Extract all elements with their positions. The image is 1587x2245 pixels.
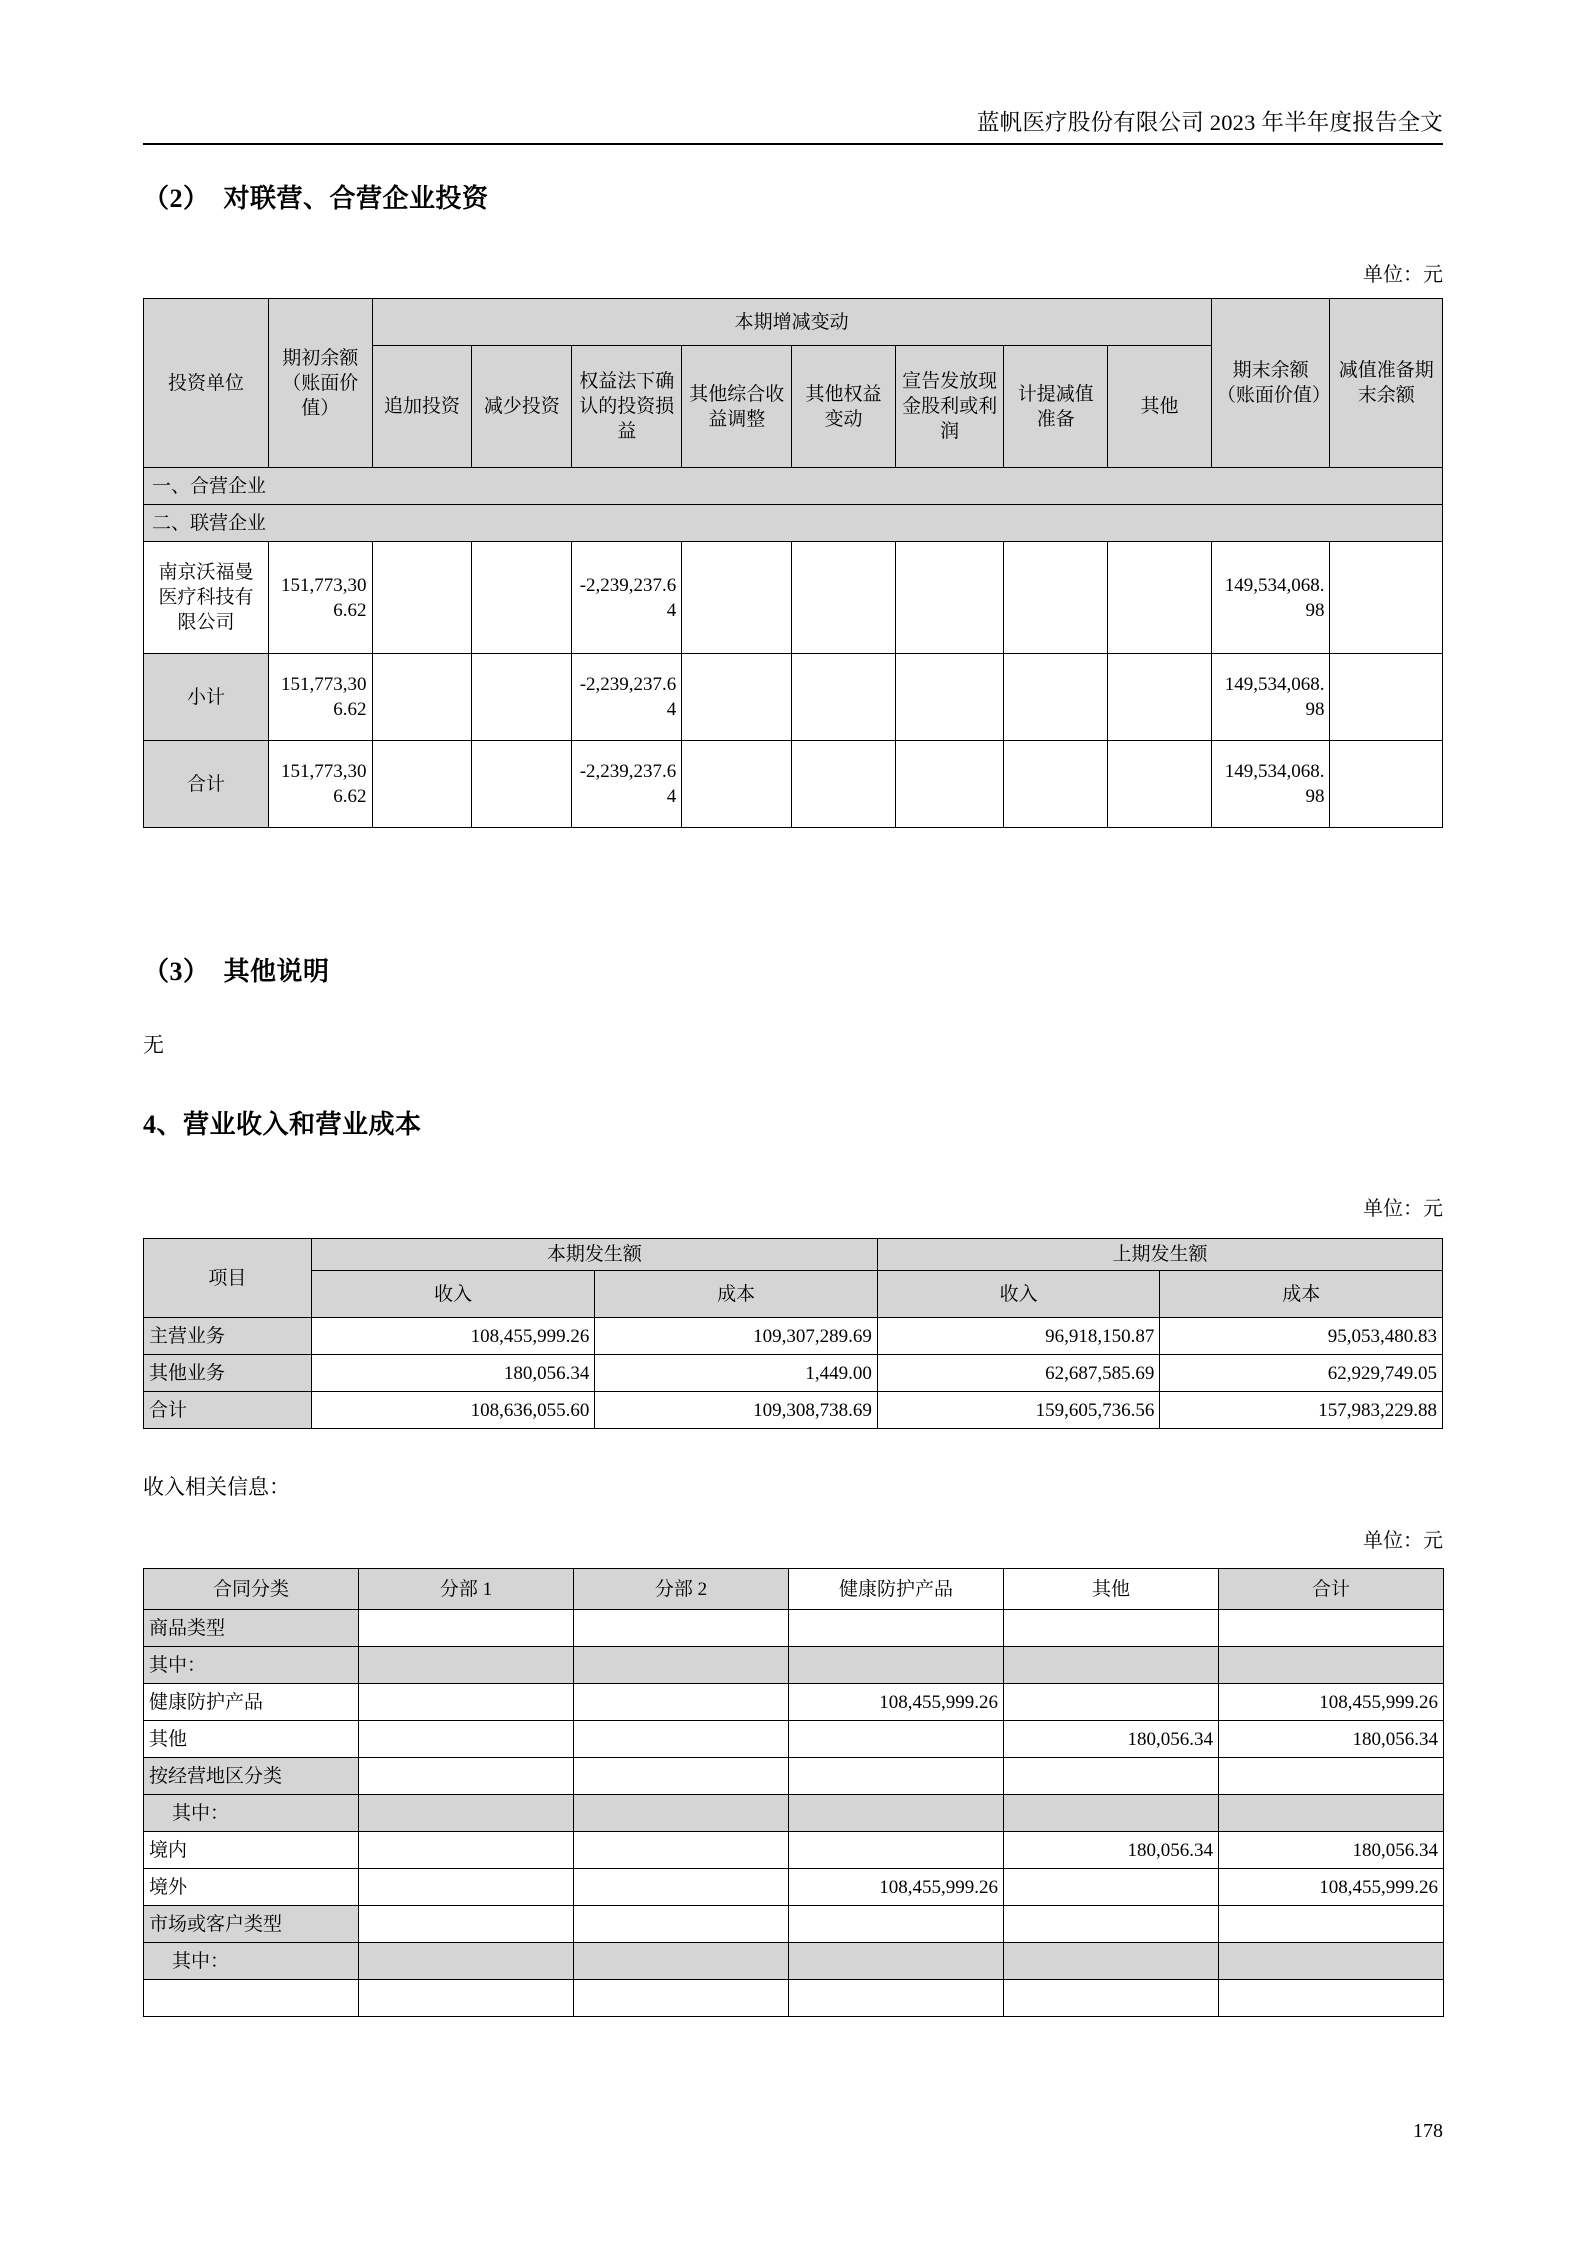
- th-contract-category: 合同分类: [144, 1569, 359, 1610]
- cell-investee-name: 南京沃福曼医疗科技有限公司: [144, 542, 269, 654]
- cell-health-protection: [789, 1980, 1004, 2017]
- cell-current-revenue: 108,636,055.60: [311, 1392, 595, 1429]
- cell-total: 108,455,999.26: [1219, 1869, 1444, 1906]
- section-title-4: 4、营业收入和营业成本: [143, 1110, 422, 1139]
- th-other-comprehensive-income: 其他综合收益调整: [682, 346, 792, 468]
- table1-header: [144, 299, 1443, 468]
- cell-other: [1004, 1647, 1219, 1684]
- cell-prior-cost: 95,053,480.83: [1160, 1318, 1443, 1355]
- cell-health-protection: [789, 1758, 1004, 1795]
- cell-segment-2: [574, 1758, 789, 1795]
- cell-category-joint: 一、合营企业: [144, 468, 1443, 505]
- cell-row-label: 健康防护产品: [144, 1684, 359, 1721]
- table-row: [144, 1318, 1443, 1355]
- th-equity-method-gain: 权益法下确认的投资损益: [572, 346, 682, 468]
- cell-other: [1004, 1610, 1219, 1647]
- cell-other: [1108, 741, 1212, 828]
- section-3-body: 无: [143, 1033, 164, 1057]
- table3-header: [144, 1569, 1444, 1610]
- cell-segment-1: [359, 1758, 574, 1795]
- cell-segment-1: [359, 1943, 574, 1980]
- cell-item-label: 合计: [144, 1392, 312, 1429]
- cell-segment-1: [359, 1610, 574, 1647]
- th-investee: 投资单位: [144, 299, 269, 468]
- cell-add-investment: [372, 654, 472, 741]
- th-other: 其他: [1108, 346, 1212, 468]
- cell-subtotal-label: 小计: [144, 654, 269, 741]
- cell-row-label: 按经营地区分类: [144, 1758, 359, 1795]
- cell-other-equity-change: [792, 654, 896, 741]
- cell-other: [1004, 1906, 1219, 1943]
- cell-row-label: 市场或客户类型: [144, 1906, 359, 1943]
- cell-prior-revenue: 159,605,736.56: [877, 1392, 1160, 1429]
- th-closing-balance: 期末余额（账面价值）: [1211, 299, 1330, 468]
- table3-header-row: [144, 1569, 1444, 1610]
- table-associate-investment: [143, 298, 1443, 828]
- cell-closing-balance: 149,534,068.98: [1211, 542, 1330, 654]
- cell-total: [1219, 1758, 1444, 1795]
- cell-segment-1: [359, 1832, 574, 1869]
- cell-other-comprehensive-income: [682, 741, 792, 828]
- cell-health-protection: 108,455,999.26: [789, 1869, 1004, 1906]
- table-row: [144, 1795, 1444, 1832]
- th-current-cost: 成本: [595, 1271, 878, 1318]
- cell-total: [1219, 1795, 1444, 1832]
- cell-impairment-provision: [1004, 654, 1108, 741]
- cell-segment-1: [359, 1906, 574, 1943]
- cell-total: [1219, 1610, 1444, 1647]
- cell-closing-balance: 149,534,068.98: [1211, 654, 1330, 741]
- th-other-equity-change: 其他权益变动: [792, 346, 896, 468]
- cell-segment-1: [359, 1721, 574, 1758]
- table-row: [144, 1943, 1444, 1980]
- table-row: [144, 1647, 1444, 1684]
- th-reduce-investment: 减少投资: [472, 346, 572, 468]
- cell-health-protection: [789, 1943, 1004, 1980]
- cell-segment-2: [574, 1610, 789, 1647]
- table1-body: [144, 468, 1443, 828]
- cell-opening-balance: 151,773,306.62: [268, 654, 372, 741]
- cell-total: [1219, 1943, 1444, 1980]
- section-title-3: （3） 其他说明: [143, 957, 330, 986]
- cell-segment-2: [574, 1647, 789, 1684]
- cell-segment-1: [359, 1869, 574, 1906]
- cell-declared-dividends: [895, 741, 1004, 828]
- cell-other: [1004, 1758, 1219, 1795]
- cell-equity-method-gain: -2,239,237.64: [572, 542, 682, 654]
- th-health-protection: 健康防护产品: [789, 1569, 1004, 1610]
- cell-segment-2: [574, 1906, 789, 1943]
- cell-row-label: 境内: [144, 1832, 359, 1869]
- cell-current-cost: 109,307,289.69: [595, 1318, 878, 1355]
- table2-body: [144, 1318, 1443, 1429]
- th-current-period: 本期发生额: [311, 1239, 877, 1271]
- section-title-2: （2） 对联营、合营企业投资: [143, 184, 489, 213]
- cell-current-cost: 1,449.00: [595, 1355, 878, 1392]
- page-number: 178: [1413, 2120, 1443, 2142]
- cell-current-revenue: 108,455,999.26: [311, 1318, 595, 1355]
- cell-prior-cost: 157,983,229.88: [1160, 1392, 1443, 1429]
- cell-other-comprehensive-income: [682, 654, 792, 741]
- cell-other-comprehensive-income: [682, 542, 792, 654]
- th-impairment-provision: 计提减值准备: [1004, 346, 1108, 468]
- th-declared-dividends: 宣告发放现金股利或利润: [895, 346, 1004, 468]
- cell-add-investment: [372, 741, 472, 828]
- th-segment-1: 分部 1: [359, 1569, 574, 1610]
- th-impairment-closing: 减值准备期末余额: [1330, 299, 1443, 468]
- cell-health-protection: [789, 1832, 1004, 1869]
- cell-impairment-provision: [1004, 542, 1108, 654]
- th-prior-period: 上期发生额: [877, 1239, 1442, 1271]
- cell-total: [1219, 1980, 1444, 2017]
- th-current-revenue: 收入: [311, 1271, 595, 1318]
- th-total: 合计: [1219, 1569, 1444, 1610]
- header-divider-rule: [143, 143, 1443, 145]
- cell-segment-2: [574, 1980, 789, 2017]
- unit-note-2: 单位：元: [1363, 1198, 1443, 1220]
- table-row: [144, 1869, 1444, 1906]
- running-header: 蓝帆医疗股份有限公司 2023 年半年度报告全文: [976, 110, 1443, 135]
- cell-segment-2: [574, 1721, 789, 1758]
- th-opening-balance: 期初余额（账面价值）: [268, 299, 372, 468]
- cell-health-protection: 108,455,999.26: [789, 1684, 1004, 1721]
- cell-row-label: 境外: [144, 1869, 359, 1906]
- cell-prior-cost: 62,929,749.05: [1160, 1355, 1443, 1392]
- cell-segment-2: [574, 1684, 789, 1721]
- table-row: [144, 741, 1443, 828]
- cell-impairment-closing: [1330, 741, 1443, 828]
- th-item: 项目: [144, 1239, 312, 1318]
- table2-header-row-2: [144, 1271, 1443, 1318]
- cell-prior-revenue: 62,687,585.69: [877, 1355, 1160, 1392]
- unit-note-3: 单位：元: [1363, 1530, 1443, 1552]
- cell-item-label: 主营业务: [144, 1318, 312, 1355]
- cell-health-protection: [789, 1610, 1004, 1647]
- th-segment-2: 分部 2: [574, 1569, 789, 1610]
- table-row: [144, 1610, 1444, 1647]
- cell-reduce-investment: [472, 542, 572, 654]
- cell-closing-balance: 149,534,068.98: [1211, 741, 1330, 828]
- th-prior-cost: 成本: [1160, 1271, 1443, 1318]
- cell-reduce-investment: [472, 654, 572, 741]
- cell-row-label: 商品类型: [144, 1610, 359, 1647]
- cell-reduce-investment: [472, 741, 572, 828]
- table-row: [144, 1832, 1444, 1869]
- th-add-investment: 追加投资: [372, 346, 472, 468]
- cell-current-cost: 109,308,738.69: [595, 1392, 878, 1429]
- cell-row-label: 其中：: [144, 1943, 359, 1980]
- cell-equity-method-gain: -2,239,237.64: [572, 741, 682, 828]
- cell-segment-1: [359, 1795, 574, 1832]
- table-row: [144, 1392, 1443, 1429]
- cell-row-label: 其他: [144, 1721, 359, 1758]
- table-contract-category: [143, 1568, 1444, 2017]
- cell-opening-balance: 151,773,306.62: [268, 741, 372, 828]
- cell-impairment-closing: [1330, 542, 1443, 654]
- th-other: 其他: [1004, 1569, 1219, 1610]
- cell-other: 180,056.34: [1004, 1832, 1219, 1869]
- cell-row-label: 其中：: [144, 1795, 359, 1832]
- cell-health-protection: [789, 1647, 1004, 1684]
- cell-other: [1108, 542, 1212, 654]
- cell-segment-2: [574, 1795, 789, 1832]
- cell-other: [1004, 1684, 1219, 1721]
- cell-total: [1219, 1647, 1444, 1684]
- cell-total-label: 合计: [144, 741, 269, 828]
- cell-segment-1: [359, 1684, 574, 1721]
- cell-total: 180,056.34: [1219, 1832, 1444, 1869]
- cell-equity-method-gain: -2,239,237.64: [572, 654, 682, 741]
- cell-other: [1004, 1980, 1219, 2017]
- cell-current-revenue: 180,056.34: [311, 1355, 595, 1392]
- cell-impairment-closing: [1330, 654, 1443, 741]
- cell-health-protection: [789, 1795, 1004, 1832]
- table-row: [144, 1758, 1444, 1795]
- cell-segment-2: [574, 1943, 789, 1980]
- cell-item-label: 其他业务: [144, 1355, 312, 1392]
- unit-note-1: 单位：元: [1363, 264, 1443, 286]
- cell-total: [1219, 1906, 1444, 1943]
- table1-header-row-1: [144, 299, 1443, 346]
- table-row: [144, 1980, 1444, 2017]
- cell-segment-1: [359, 1647, 574, 1684]
- cell-declared-dividends: [895, 542, 1004, 654]
- th-period-change-group: 本期增减变动: [372, 299, 1211, 346]
- table2-header: [144, 1239, 1443, 1318]
- cell-other: [1004, 1943, 1219, 1980]
- cell-other-equity-change: [792, 741, 896, 828]
- table-row: [144, 1684, 1444, 1721]
- cell-opening-balance: 151,773,306.62: [268, 542, 372, 654]
- table3-body: [144, 1610, 1444, 2017]
- cell-impairment-provision: [1004, 741, 1108, 828]
- cell-segment-2: [574, 1869, 789, 1906]
- cell-other: [1004, 1795, 1219, 1832]
- cell-prior-revenue: 96,918,150.87: [877, 1318, 1160, 1355]
- table-row: [144, 1906, 1444, 1943]
- cell-segment-1: [359, 1980, 574, 2017]
- cell-category-associate: 二、联营企业: [144, 505, 1443, 542]
- table-row: [144, 654, 1443, 741]
- cell-health-protection: [789, 1721, 1004, 1758]
- table-row-category-joint: [144, 468, 1443, 505]
- cell-other: [1004, 1869, 1219, 1906]
- cell-row-label: [144, 1980, 359, 2017]
- cell-other-equity-change: [792, 542, 896, 654]
- table-row: [144, 542, 1443, 654]
- cell-total: 180,056.34: [1219, 1721, 1444, 1758]
- revenue-info-label: 收入相关信息：: [143, 1475, 290, 1499]
- cell-row-label: 其中：: [144, 1647, 359, 1684]
- table-revenue-cost: [143, 1238, 1443, 1429]
- table-row: [144, 1355, 1443, 1392]
- cell-declared-dividends: [895, 654, 1004, 741]
- table-row: [144, 1721, 1444, 1758]
- cell-segment-2: [574, 1832, 789, 1869]
- cell-health-protection: [789, 1906, 1004, 1943]
- table-row-category-associate: [144, 505, 1443, 542]
- cell-other: [1108, 654, 1212, 741]
- th-prior-revenue: 收入: [877, 1271, 1160, 1318]
- cell-other: 180,056.34: [1004, 1721, 1219, 1758]
- cell-total: 108,455,999.26: [1219, 1684, 1444, 1721]
- cell-add-investment: [372, 542, 472, 654]
- table2-header-row-1: [144, 1239, 1443, 1271]
